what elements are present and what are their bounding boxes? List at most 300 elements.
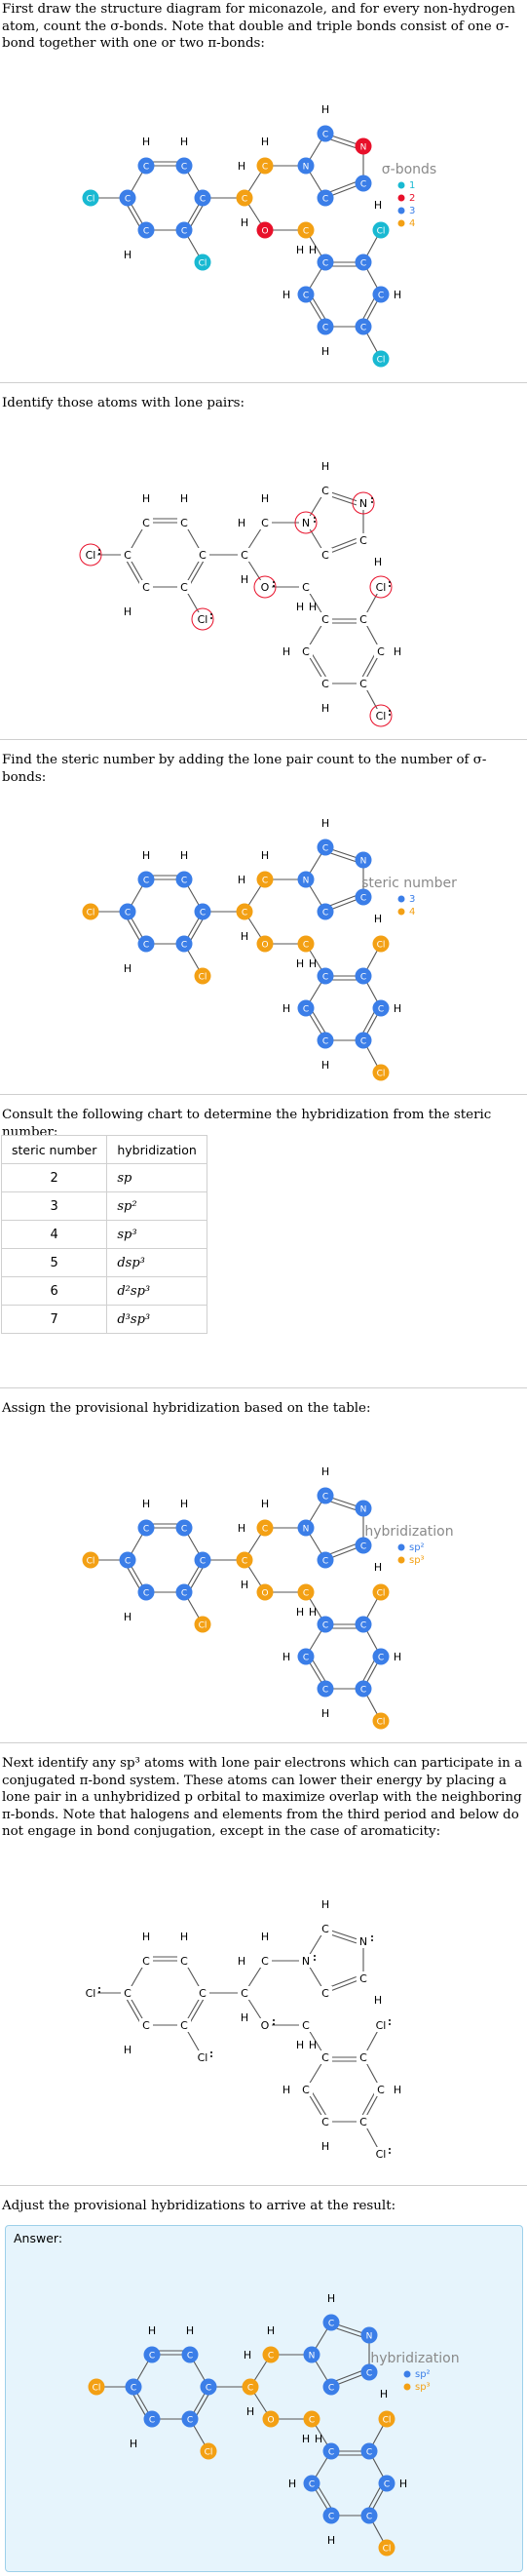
hydrogen-label: H [237, 1522, 246, 1535]
bond-double [329, 896, 356, 907]
lone-pair-dot [273, 2019, 275, 2021]
table-row [2, 1192, 207, 1221]
legend-title: hybridization [364, 1524, 454, 1540]
atom-label: O [261, 226, 269, 237]
lone-pair-dot [389, 581, 391, 583]
lone-pair-dot [389, 2023, 391, 2025]
atom-label: Cl [204, 2447, 213, 2458]
steric-number-cell: 2 [2, 1164, 107, 1192]
atom-label: Cl [197, 2051, 208, 2064]
atom-label: C [246, 2383, 254, 2394]
atom-label: C [199, 1556, 207, 1567]
atom-label: O [260, 2019, 270, 2032]
step-steric-number [0, 740, 527, 1094]
hydrogen-label: H [308, 1606, 318, 1619]
hydrogen-label: H [240, 2011, 249, 2024]
atom-label: N [301, 517, 311, 529]
atom-label: C [359, 258, 367, 269]
answer-label: Answer: [14, 2231, 63, 2245]
atom-label: C [180, 1524, 188, 1535]
atom-label: Cl [92, 2383, 101, 2394]
legend-entry: 3 [409, 894, 416, 905]
hydrogen-label: H [141, 136, 151, 148]
atom-label: C [359, 179, 367, 190]
step6-text: Next identify any sp³ atoms with lone pair electrons which can participate in a conjugated π-bond system. These atoms can lower their energy by placing a lone pair in a unhybridized p orbital to maximize overlap with the neighboring π-bonds. Note that halogens and elements from the third period and below do not engage in bond conjugation, except in the case of aromaticity: [2, 1756, 523, 1839]
legend-entry: sp³ [409, 1555, 425, 1566]
atom-label: C [321, 1620, 329, 1631]
atom-label: Cl [198, 972, 207, 983]
atom-label: O [260, 581, 270, 594]
atom-label: C [377, 645, 385, 658]
atom-label: O [261, 940, 269, 951]
atom-label: C [180, 1588, 188, 1599]
atom-label: C [142, 940, 150, 951]
hydrogen-label: H [141, 492, 151, 505]
atom-label: C [321, 972, 329, 983]
atom-label: C [142, 1524, 150, 1535]
atom-label: C [359, 323, 367, 333]
legend-entry: 1 [409, 180, 416, 191]
atom-label: C [186, 2415, 194, 2426]
lone-pair-dot [371, 497, 373, 499]
atom-label: N [302, 162, 310, 173]
atom-label: C [321, 678, 329, 690]
atom-label: C [327, 2447, 335, 2458]
atom-label: N [308, 2351, 316, 2361]
hydrogen-label: H [123, 249, 132, 261]
lone-pair-dot [98, 1991, 100, 1993]
bond-double [329, 182, 356, 193]
hydrogen-label: H [266, 2324, 276, 2337]
atom-label: C [321, 613, 329, 626]
hydrogen-label: H [308, 2039, 318, 2051]
atom-label: C [321, 1685, 329, 1696]
atom-label: C [261, 1524, 269, 1535]
bond-double [329, 1977, 356, 1988]
hybridization-cell: sp³ [107, 1221, 207, 1249]
atom-label: C [124, 908, 132, 918]
molecule-diagram-conjugation [0, 1854, 527, 2175]
hydrogen-label: H [308, 244, 318, 256]
atom-label: C [302, 940, 310, 951]
atom-label: C [124, 194, 132, 205]
atom-label: C [199, 549, 207, 562]
hydrogen-label: H [398, 2478, 408, 2490]
atom-label: C [302, 2019, 310, 2032]
atom-label: C [359, 534, 367, 547]
atom-label: C [142, 2019, 150, 2032]
atom-label: C [321, 2116, 329, 2128]
legend-swatch [398, 182, 405, 189]
lone-pair-dot [389, 714, 391, 716]
atom-label: C [327, 2319, 335, 2329]
lone-pair-dot [273, 2023, 275, 2025]
lone-pair-dot [210, 2051, 212, 2053]
atom-label: Cl [376, 940, 386, 951]
hydrogen-label: H [282, 1002, 291, 1015]
lone-pair-dot [371, 501, 373, 503]
table-header: hybridization [107, 1136, 207, 1164]
hydrogen-label: H [282, 289, 291, 301]
hydrogen-label: H [179, 492, 189, 505]
atom-label: N [358, 497, 368, 510]
hydrogen-label: H [295, 601, 305, 613]
atom-label: C [377, 1653, 385, 1663]
atom-label: C [180, 581, 188, 594]
hydrogen-label: H [240, 216, 249, 229]
steric-number-cell: 6 [2, 1277, 107, 1306]
atom-label: Cl [375, 710, 387, 722]
atom-label: C [199, 1987, 207, 2000]
atom-label: C [359, 893, 367, 904]
atom-label: N [359, 142, 367, 153]
atom-label: C [302, 1004, 310, 1015]
table-row [2, 1249, 207, 1277]
atom-label: C [359, 678, 367, 690]
lone-pair-dot [98, 549, 100, 551]
molecule-diagram-steric-number [0, 772, 527, 1094]
atom-label: Cl [85, 549, 96, 562]
atom-label: C [180, 517, 188, 529]
hydrogen-label: H [308, 957, 318, 970]
atom-label: C [180, 1955, 188, 1968]
legend-entry: 4 [409, 218, 416, 229]
atom-label: C [321, 1556, 329, 1567]
atom-label: C [142, 226, 150, 237]
bond-double [336, 2328, 362, 2337]
lone-pair-dot [273, 581, 275, 583]
hydrogen-label: H [373, 913, 383, 925]
atom-label: C [199, 194, 207, 205]
atom-label: C [321, 258, 329, 269]
hydrogen-label: H [379, 2388, 389, 2400]
legend-entry: sp² [415, 2369, 431, 2380]
atom-label: Cl [86, 194, 95, 205]
atom-label: C [321, 485, 329, 497]
atom-label: C [148, 2351, 156, 2361]
atom-label: N [302, 1524, 310, 1535]
lone-pair-dot [389, 2148, 391, 2150]
hydrogen-label: H [129, 2438, 138, 2450]
step2-text: Identify those atoms with lone pairs: [2, 396, 245, 410]
legend-swatch [398, 896, 405, 903]
hydrogen-label: H [282, 2084, 291, 2096]
hydrogen-label: H [179, 136, 189, 148]
steric-number-cell: 3 [2, 1192, 107, 1221]
hydrogen-label: H [295, 957, 305, 970]
hydrogen-label: H [147, 2324, 157, 2337]
atom-label: C [124, 1556, 132, 1567]
lone-pair-dot [210, 613, 212, 615]
atom-label: C [241, 908, 248, 918]
step3-text: Find the steric number by adding the lone pair count to the number of σ-bonds: [2, 753, 487, 785]
hydrogen-label: H [320, 1059, 330, 1072]
hydrogen-label: H [320, 1707, 330, 1720]
atom-label: C [359, 1036, 367, 1047]
steric-number-cell: 7 [2, 1306, 107, 1334]
atom-label: C [180, 2019, 188, 2032]
hydrogen-label: H [393, 289, 402, 301]
hydrogen-label: H [141, 849, 151, 862]
hydrogen-label: H [260, 1931, 270, 1943]
atom-label: C [365, 2512, 373, 2522]
atom-label: C [199, 908, 207, 918]
hydrogen-label: H [237, 160, 246, 173]
table-header: steric number [2, 1136, 107, 1164]
atom-label: Cl [376, 1069, 386, 1079]
atom-label: C [241, 1556, 248, 1567]
legend-swatch [398, 909, 405, 916]
step-lone-pairs [0, 383, 527, 739]
bond-double [335, 2371, 361, 2382]
atom-label: C [321, 2051, 329, 2064]
hydrogen-label: H [237, 517, 246, 529]
step-conjugation [0, 1743, 527, 2185]
atom-label: C [359, 1542, 367, 1552]
hydrogen-label: H [260, 492, 270, 505]
hydrogen-label: H [326, 2292, 336, 2305]
legend-entry: sp² [409, 1542, 425, 1553]
lone-pair-dot [210, 2055, 212, 2057]
atom-label: C [186, 2351, 194, 2361]
hydrogen-label: H [393, 645, 402, 658]
legend-entry: 4 [409, 907, 416, 917]
answer-box [5, 2225, 523, 2572]
hydrogen-label: H [260, 849, 270, 862]
step-hybridization-chart [0, 1095, 527, 1387]
hydrogen-label: H [123, 605, 132, 618]
atom-label: C [142, 1588, 150, 1599]
hydrogen-label: H [393, 1002, 402, 1015]
hydrogen-label: H [295, 2039, 305, 2051]
molecule-diagram-lone-pairs [0, 415, 527, 737]
atom-label: C [261, 1955, 269, 1968]
hydrogen-label: H [295, 1606, 305, 1619]
atom-label: C [241, 194, 248, 205]
atom-label: C [377, 2084, 385, 2096]
lone-pair-dot [98, 1987, 100, 1989]
hydrogen-label: H [240, 573, 249, 586]
step4-text: Consult the following chart to determine the hybridization from the steric number: [2, 1108, 492, 1140]
atom-label: C [365, 2447, 373, 2458]
hybridization-cell: dsp³ [107, 1249, 207, 1277]
hydrogen-label: H [320, 460, 330, 473]
atom-label: O [267, 2415, 275, 2426]
atom-label: C [377, 1004, 385, 1015]
legend-swatch [398, 208, 405, 215]
step-sigma-bonds [0, 0, 527, 382]
atom-label: N [358, 1935, 368, 1948]
lone-pair-dot [314, 521, 316, 523]
bond-double [330, 853, 357, 862]
atom-label: C [321, 549, 329, 562]
atom-label: C [180, 876, 188, 886]
molecule-diagram-result [6, 2247, 522, 2569]
hybridization-table [1, 1135, 207, 1334]
hydrogen-label: H [179, 849, 189, 862]
hybridization-cell: d²sp³ [107, 1277, 207, 1306]
hydrogen-label: H [240, 930, 249, 943]
atom-label: C [302, 645, 310, 658]
atom-label: C [142, 581, 150, 594]
hydrogen-label: H [314, 2433, 323, 2445]
atom-label: O [261, 1588, 269, 1599]
hydrogen-label: H [260, 1498, 270, 1510]
legend-swatch [398, 195, 405, 202]
hydrogen-label: H [320, 345, 330, 358]
hydrogen-label: H [237, 874, 246, 886]
atom-label: C [359, 972, 367, 983]
bond-double [329, 1544, 356, 1555]
atom-label: C [302, 1588, 310, 1599]
hydrogen-label: H [301, 2433, 311, 2445]
atom-label: C [124, 1987, 132, 2000]
legend-entry: sp³ [415, 2382, 431, 2393]
atom-label: N [365, 2331, 373, 2342]
hybridization-cell: d³sp³ [107, 1306, 207, 1334]
atom-label: Cl [198, 258, 207, 269]
atom-label: C [321, 1923, 329, 1935]
hydrogen-label: H [320, 702, 330, 715]
atom-label: C [327, 2383, 335, 2394]
atom-label: Cl [86, 1556, 95, 1567]
atom-label: Cl [375, 2019, 387, 2032]
atom-label: C [302, 291, 310, 301]
legend-swatch [398, 1544, 405, 1551]
atom-label: C [261, 517, 269, 529]
bond-double [329, 539, 356, 550]
lone-pair-dot [314, 1955, 316, 1957]
atom-label: C [359, 2116, 367, 2128]
atom-label: C [365, 2368, 373, 2379]
hybridization-cell: sp² [107, 1192, 207, 1221]
hydrogen-label: H [320, 103, 330, 116]
lone-pair-dot [273, 585, 275, 587]
atom-label: C [321, 1492, 329, 1503]
atom-label: Cl [375, 581, 387, 594]
atom-label: Cl [376, 1588, 386, 1599]
hydrogen-label: H [282, 645, 291, 658]
atom-label: Cl [375, 2148, 387, 2161]
table-row [2, 1164, 207, 1192]
legend-swatch [404, 2384, 411, 2391]
atom-label: C [180, 162, 188, 173]
hydrogen-label: H [295, 244, 305, 256]
atom-label: C [327, 2512, 335, 2522]
atom-label: C [130, 2383, 137, 2394]
lone-pair-dot [371, 1935, 373, 1937]
step7-text: Adjust the provisional hybridizations to arrive at the result: [2, 2199, 396, 2213]
atom-label: C [321, 323, 329, 333]
steric-number-cell: 5 [2, 1249, 107, 1277]
table-row [2, 1277, 207, 1306]
atom-label: C [359, 613, 367, 626]
bond-double [330, 1934, 357, 1943]
atom-label: N [359, 856, 367, 867]
hydrogen-label: H [123, 962, 132, 975]
molecule-diagram-sigma-bonds [0, 59, 527, 380]
hydrogen-label: H [185, 2324, 195, 2337]
legend-swatch [404, 2371, 411, 2378]
atom-label: C [148, 2415, 156, 2426]
atom-label: C [302, 2084, 310, 2096]
hydrogen-label: H [123, 1611, 132, 1623]
atom-label: C [241, 1987, 248, 2000]
atom-label: C [261, 876, 269, 886]
atom-label: C [142, 517, 150, 529]
hydrogen-label: H [237, 1955, 246, 1968]
steric-number-cell: 4 [2, 1221, 107, 1249]
table-row [2, 1306, 207, 1334]
hydrogen-label: H [320, 1465, 330, 1478]
atom-label: C [321, 1987, 329, 2000]
hydrogen-label: H [282, 1651, 291, 1663]
atom-label: Cl [197, 613, 208, 626]
atom-label: Cl [376, 1717, 386, 1728]
lone-pair-dot [389, 2019, 391, 2021]
atom-label: C [321, 843, 329, 854]
atom-label: C [359, 1972, 367, 1985]
hydrogen-label: H [245, 2405, 255, 2418]
atom-label: C [124, 549, 132, 562]
hydrogen-label: H [373, 1561, 383, 1574]
hydrogen-label: H [179, 1931, 189, 1943]
hydrogen-label: H [179, 1498, 189, 1510]
atom-label: C [321, 130, 329, 140]
lone-pair-dot [389, 710, 391, 712]
atom-label: C [142, 1955, 150, 1968]
hydrogen-label: H [373, 199, 383, 212]
hydrogen-label: H [320, 2140, 330, 2153]
lone-pair-dot [389, 585, 391, 587]
hydrogen-label: H [141, 1931, 151, 1943]
atom-label: C [302, 1653, 310, 1663]
hydrogen-label: H [373, 556, 383, 568]
hydrogen-label: H [287, 2478, 297, 2490]
atom-label: C [308, 2479, 316, 2490]
atom-label: C [359, 2051, 367, 2064]
lone-pair-dot [314, 517, 316, 519]
hydrogen-label: H [393, 2084, 402, 2096]
atom-label: C [377, 291, 385, 301]
hydrogen-label: H [240, 1579, 249, 1591]
atom-label: Cl [85, 1987, 96, 2000]
lone-pair-dot [98, 553, 100, 555]
atom-label: N [301, 1955, 311, 1968]
molecule-diagram-provisional [0, 1421, 527, 1742]
hybridization-cell: sp [107, 1164, 207, 1192]
atom-label: C [359, 1620, 367, 1631]
lone-pair-dot [210, 617, 212, 619]
atom-label: C [302, 226, 310, 237]
atom-label: C [261, 162, 269, 173]
legend-swatch [398, 220, 405, 227]
atom-label: N [359, 1504, 367, 1515]
legend-title: σ-bonds [381, 162, 437, 177]
legend-entry: 3 [409, 206, 416, 216]
bond-double [330, 1502, 357, 1510]
atom-label: C [321, 1036, 329, 1047]
bond-double [330, 139, 357, 148]
atom-label: C [267, 2351, 275, 2361]
atom-label: Cl [86, 908, 95, 918]
legend-swatch [398, 1557, 405, 1564]
hydrogen-label: H [123, 2044, 132, 2056]
hydrogen-label: H [326, 2534, 336, 2547]
step5-text: Assign the provisional hybridization based on the table: [2, 1401, 371, 1416]
hydrogen-label: H [320, 1898, 330, 1911]
atom-label: C [142, 162, 150, 173]
